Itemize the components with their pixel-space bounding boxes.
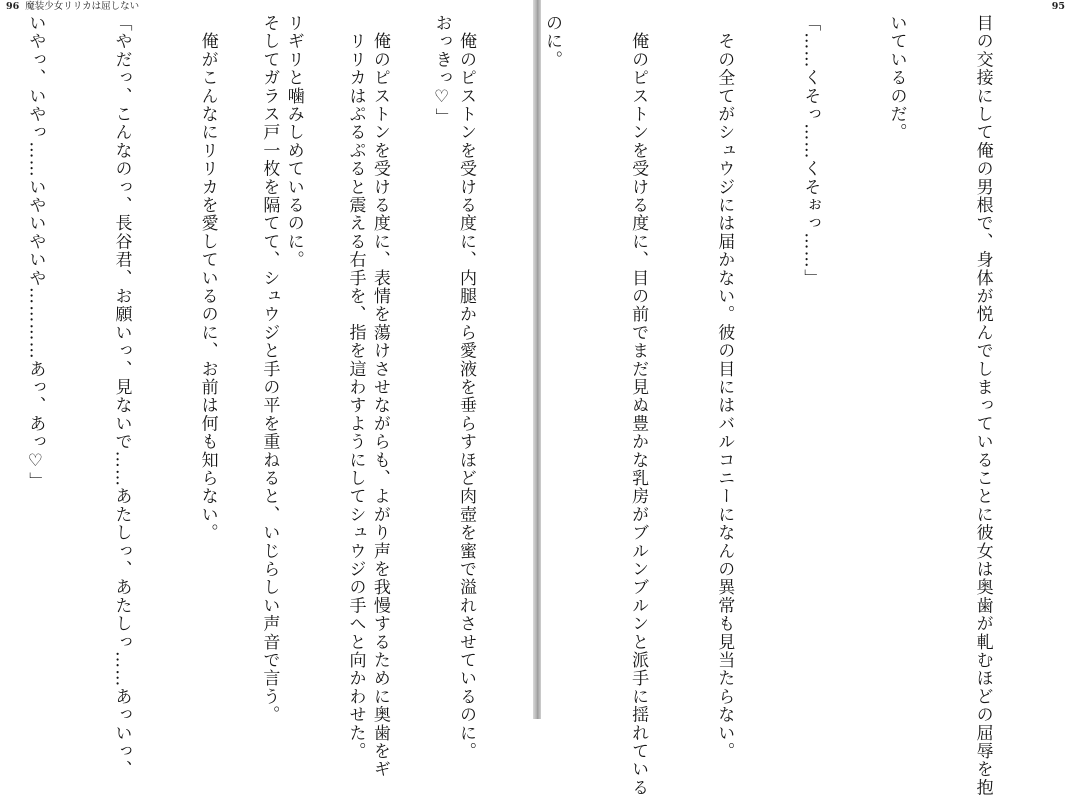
text-line: 俺のピストンを受ける度に、表情を蕩けさせながらも、よがり声を我慢するために奥歯をギ [369,14,390,779]
text-line: 目の交接にして俺の男根で、身体が悦んでしまっていることに彼女は奥歯が軋むほどの屈辱を抱 [972,14,993,797]
text-line: そしてガラス戸一枚を隔てて、シュウジと手の平を重ねると、いじらしい声音で言う。 [259,14,280,724]
book-title: 魔装少女リリカは屈しない [25,1,140,12]
text-line: 「やだっ、こんなのっ、長谷君、お願いっ、見ないで……あたしっ、あたしっ……あっいっ、 [111,14,132,779]
text-line: リリカはぷるぷると震える右手を、指を這わすようにしてシュウジの手へと向かわせた。 [345,14,366,761]
text-line: 「……くそっ……くそぉっ……」 [800,14,821,287]
page-number: 96 [6,1,20,12]
text-line: いやっ、いやっ……いやいやいや…………あっ、あっ♡」 [25,14,46,491]
running-header [6,1,139,13]
text-line: 俺がこんなにリリカを愛しているのに、お前は何も知らない。 [197,14,218,542]
text-line: 俺のピストンを受ける度に、内腿から愛液を垂らすほど肉壺を蜜で溢れさせているのに。 [455,14,476,761]
text-line: いているのだ。 [886,14,907,142]
text-line: リギリと噛みしめているのに。 [283,14,304,269]
text-line: 俺のピストンを受ける度に、目の前でまだ見ぬ豊かな乳房がブルンブルンと派手に揺れている [628,14,649,797]
text-line: おっきっ♡」 [431,14,452,127]
body-text [0,14,1054,797]
text-line: のに。 [542,14,563,69]
text-line: その全てがシュウジには届かない。彼の目にはバルコニーになんの異常も見当たらない。 [714,14,735,761]
page-number: 95 [1051,1,1065,12]
